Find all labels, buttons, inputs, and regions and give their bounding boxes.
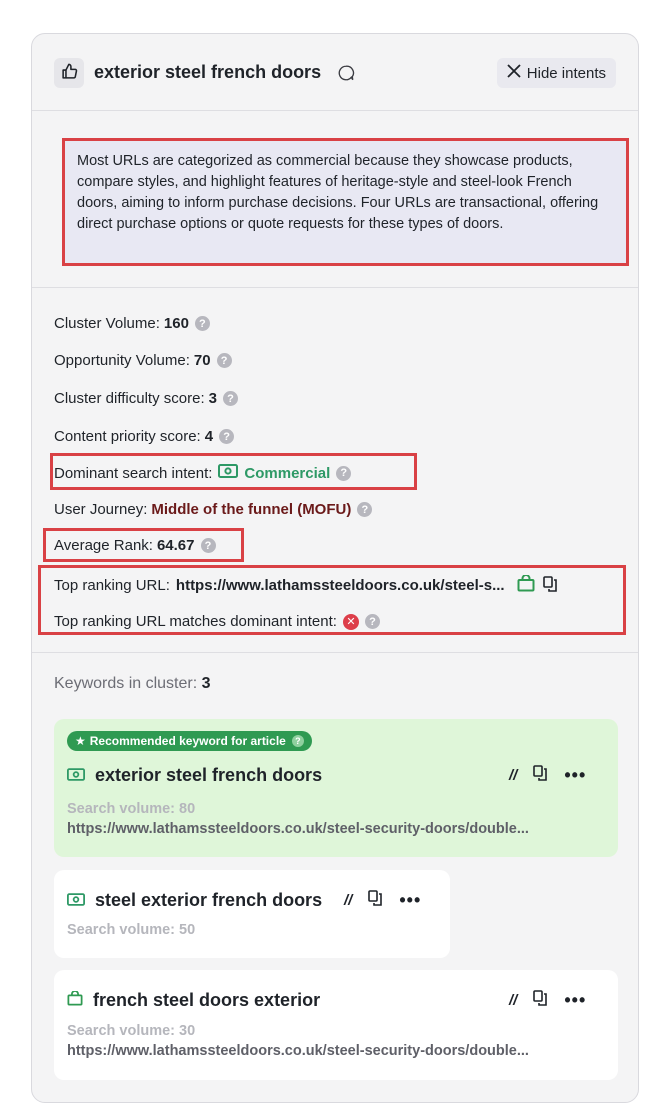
user-journey-value: Middle of the funnel (MOFU)	[151, 501, 352, 518]
help-icon[interactable]: ?	[201, 538, 216, 553]
writer-icon[interactable]: //	[344, 891, 353, 909]
help-icon[interactable]: ?	[336, 466, 351, 481]
writer-icon[interactable]: //	[509, 766, 518, 784]
thumbs-up-button[interactable]	[54, 58, 84, 88]
money-icon	[67, 765, 85, 786]
keyword-card[interactable]	[54, 970, 618, 1080]
priority-row	[54, 428, 234, 445]
average-rank-row	[54, 537, 216, 554]
keywords-heading	[54, 675, 211, 693]
dominant-intent-value: Commercial	[244, 464, 331, 482]
stats-section	[32, 288, 638, 653]
dominant-intent-row	[54, 464, 351, 482]
priority-label: Content priority score:	[54, 428, 201, 445]
keyword-title-text: steel exterior french doors	[95, 890, 323, 910]
more-options-icon[interactable]: •••	[564, 765, 587, 785]
keyword-url[interactable]: https://www.lathamssteeldoors.co.uk/steel-security-doors/double...	[67, 1043, 529, 1059]
keyword-url[interactable]: https://www.lathamssteeldoors.co.uk/steel-security-doors/double...	[67, 821, 529, 837]
intent-panel	[31, 33, 639, 1103]
more-options-icon[interactable]: •••	[399, 890, 422, 910]
keyword-title	[67, 890, 322, 911]
help-icon[interactable]: ?	[217, 353, 232, 368]
copy-icon[interactable]	[533, 765, 548, 785]
intent-summary-text: Most URLs are categorized as commercial because they showcase products, compare styles, and highlight features of heritage-style and steel-look French doors, aiming to inform purchase decisions. Four URLs are transactional, offering direct purchase options or quote requests for these types of doors.	[62, 138, 629, 266]
more-options-icon[interactable]: •••	[564, 990, 587, 1010]
keyword-actions	[509, 765, 586, 785]
intent-match-row	[54, 613, 380, 630]
dominant-intent-label: Dominant search intent:	[54, 464, 213, 482]
keyword-volume: Search volume: 30	[67, 1023, 196, 1039]
difficulty-value: 3	[208, 390, 217, 407]
top-url-value[interactable]: https://www.lathamssteeldoors.co.uk/steel-s...	[175, 577, 505, 594]
opportunity-volume-row	[54, 352, 232, 369]
copy-icon[interactable]	[533, 990, 548, 1010]
writer-icon[interactable]: //	[509, 991, 518, 1009]
keywords-label: Keywords in cluster:	[54, 675, 198, 692]
money-icon	[218, 464, 238, 482]
average-rank-label: Average Rank:	[54, 537, 153, 554]
help-icon[interactable]: ?	[219, 429, 234, 444]
keywords-count: 3	[201, 675, 211, 692]
keyword-title	[67, 765, 322, 786]
difficulty-label: Cluster difficulty score:	[54, 390, 205, 407]
priority-value: 4	[204, 428, 214, 445]
help-icon[interactable]: ?	[292, 735, 304, 747]
keyword-title	[67, 990, 320, 1011]
error-icon: ✕	[343, 614, 359, 630]
cluster-volume-label: Cluster Volume:	[54, 315, 160, 332]
cluster-volume-row	[54, 315, 210, 332]
cluster-title: exterior steel french doors	[94, 62, 322, 82]
keyword-actions	[509, 990, 586, 1010]
hide-intents-button[interactable]	[497, 58, 616, 88]
top-url-row	[54, 575, 558, 596]
opportunity-volume-value: 70	[193, 352, 211, 369]
keyword-volume: Search volume: 50	[67, 922, 196, 938]
copy-icon[interactable]	[368, 890, 383, 910]
summary-section	[32, 111, 638, 288]
help-icon[interactable]: ?	[195, 316, 210, 331]
shopping-bag-icon	[517, 575, 535, 596]
copy-icon[interactable]	[543, 576, 558, 596]
average-rank-value: 64.67	[156, 537, 195, 554]
keyword-title-text: french steel doors exterior	[93, 990, 321, 1010]
shopping-bag-icon	[67, 990, 83, 1011]
top-url-label: Top ranking URL:	[54, 577, 170, 594]
star-icon: ★	[75, 734, 86, 748]
panel-header	[32, 34, 638, 111]
help-icon[interactable]: ?	[223, 391, 238, 406]
user-journey-label: User Journey:	[54, 501, 148, 518]
help-icon[interactable]: ?	[357, 502, 372, 517]
user-journey-row	[54, 501, 372, 518]
keyword-volume: Search volume: 80	[67, 801, 196, 817]
keyword-card-recommended[interactable]	[54, 719, 618, 857]
intent-match-label: Top ranking URL matches dominant intent:	[54, 613, 337, 630]
money-icon	[67, 890, 85, 911]
hide-intents-label: Hide intents	[526, 64, 606, 82]
cluster-volume-value: 160	[163, 315, 189, 332]
recommended-badge	[67, 731, 312, 751]
opportunity-volume-label: Opportunity Volume:	[54, 352, 190, 369]
intent-badge	[218, 464, 330, 482]
keyword-title-text: exterior steel french doors	[95, 765, 323, 785]
help-icon[interactable]: ?	[365, 614, 380, 629]
keyword-actions	[344, 890, 421, 910]
thumbs-up-icon	[61, 63, 78, 84]
close-icon	[507, 64, 521, 82]
difficulty-row	[54, 390, 238, 407]
search-icon[interactable]	[337, 64, 355, 86]
keyword-card[interactable]	[54, 870, 450, 958]
recommended-badge-label: Recommended keyword for article	[89, 734, 286, 748]
